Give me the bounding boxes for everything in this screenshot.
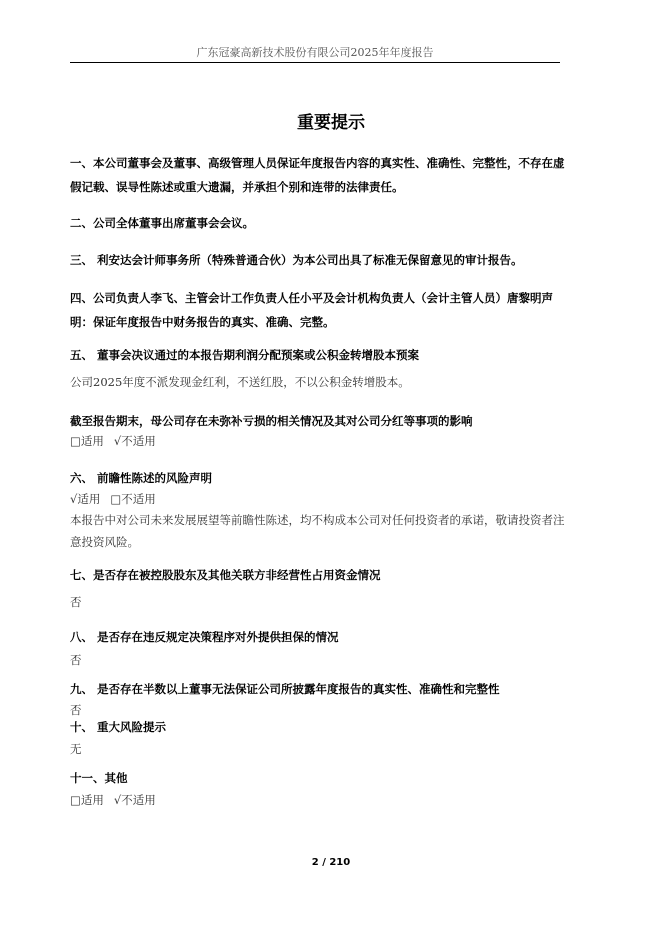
section-11-heading: 十一、其他 [70, 771, 128, 785]
option-not-applicable: □不适用 [110, 492, 156, 506]
section-10-answer: 无 [70, 742, 82, 756]
option-applicable: □适用 [70, 434, 104, 448]
section-7-answer: 否 [70, 595, 82, 609]
section-2: 二、公司全体董事出席董事会会议。 [70, 216, 254, 230]
section-10-heading: 十、 重大风险提示 [70, 720, 167, 734]
section-7-heading: 七、是否存在被控股股东及其他关联方非经营性占用资金情况 [70, 568, 381, 582]
section-1: 一、本公司董事会及董事、高级管理人员保证年度报告内容的真实性、准确性、完整性，不存在虚假记载、误导性陈述或重大遗漏，并承担个别和连带的法律责任。 [70, 156, 565, 194]
option-applicable: √适用 [70, 492, 101, 506]
unrecovered-loss-options [70, 430, 565, 452]
unrecovered-loss-heading: 截至报告期末，母公司存在未弥补亏损的相关情况及其对公司分红等事项的影响 [70, 414, 473, 428]
section-4: 四、公司负责人李飞、主管会计工作负责人任小平及会计机构负责人（会计主管人员）唐黎明声明：保证年度报告中财务报告的真实、准确、完整。 [70, 291, 553, 329]
section-6-heading: 六、 前瞻性陈述的风险声明 [70, 471, 213, 485]
header-rule [70, 62, 560, 63]
page-header: 广东冠豪高新技术股份有限公司2025年年度报告 [196, 46, 434, 59]
option-not-applicable: √不适用 [113, 434, 156, 448]
section-3: 三、 利安达会计师事务所（特殊普通合伙）为本公司出具了标准无保留意见的审计报告。 [70, 253, 523, 267]
section-5-body: 公司2025年度不派发现金红利，不送红股，不以公积金转增股本。 [70, 375, 410, 389]
section-9-heading: 九、 是否存在半数以上董事无法保证公司所披露年度报告的真实性、准确性和完整性 [70, 682, 500, 696]
section-11-options [70, 789, 565, 811]
section-6-options [70, 488, 565, 510]
option-not-applicable: √不适用 [113, 793, 156, 807]
section-8-answer: 否 [70, 653, 82, 667]
section-8-heading: 八、 是否存在违反规定决策程序对外提供担保的情况 [70, 630, 339, 644]
document-title: 重要提示 [297, 113, 365, 133]
section-9-answer: 否 [70, 703, 82, 717]
section-6-body: 本报告中对公司未来发展展望等前瞻性陈述，均不构成本公司对任何投资者的承诺，敬请投资者注意投资风险。 [70, 513, 565, 549]
option-applicable: □适用 [70, 793, 104, 807]
section-5-heading: 五、 董事会决议通过的本报告期利润分配预案或公积金转增股本预案 [70, 348, 419, 362]
page-number: 2 / 210 [311, 857, 351, 868]
